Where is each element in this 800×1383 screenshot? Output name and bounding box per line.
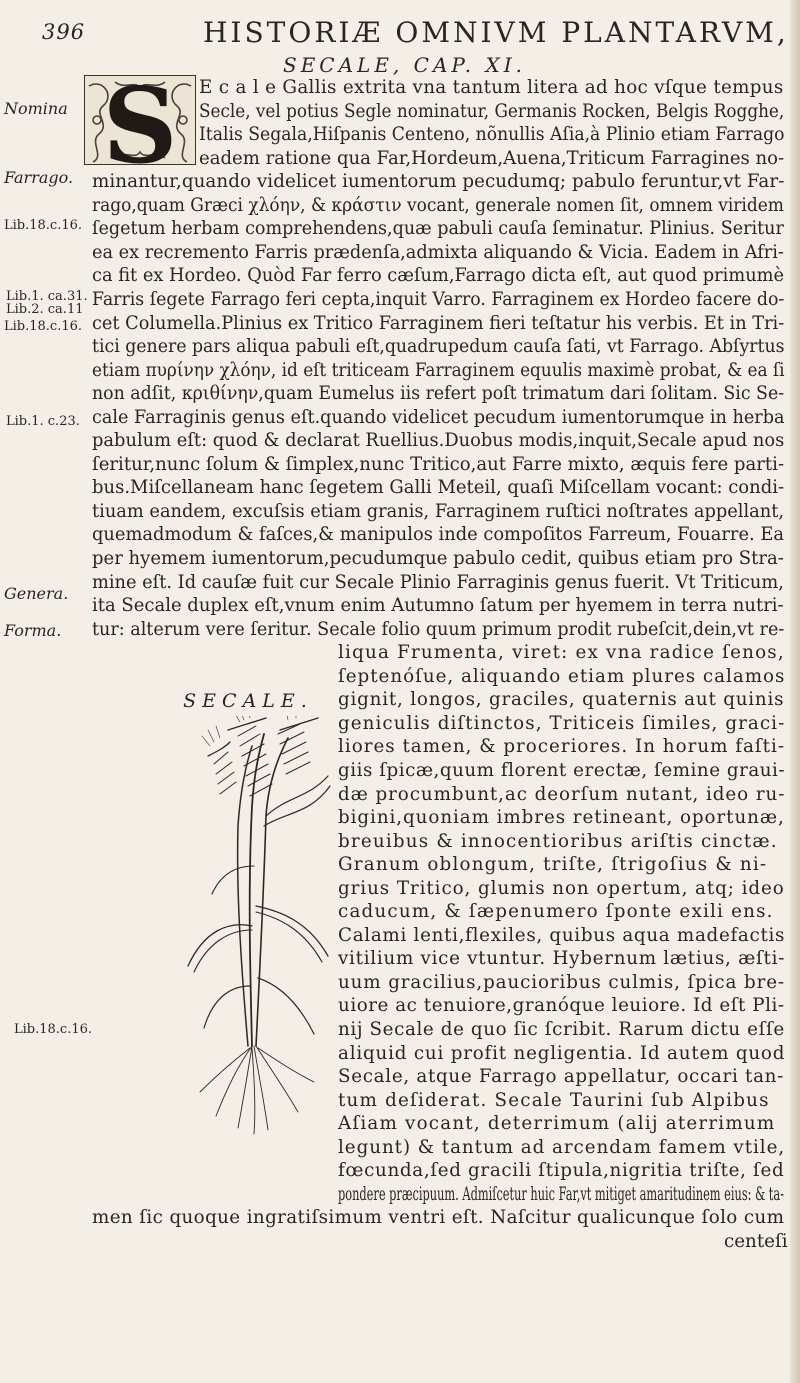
margin-note-ref: Lib.18.c.16. [4, 218, 83, 233]
text-line: bigini,quoniam imbres retineant, oportunæ, [338, 807, 785, 829]
figure-caption: SECALE. [183, 690, 313, 712]
text-line: men ſic quoque ingratiſsimum ventri eſt. Naſcitur qualicunque ſolo cum [92, 1207, 785, 1229]
text-line: rago,quam Græci χλόην, & κράστιν vocant, generale nomen ſit, omnem viridem [92, 194, 784, 216]
text-line: giis ſpicæ,quum florent erectæ, ſemine graui- [338, 759, 786, 781]
text-line: non adſit, κριθίνην,quam Eumelus iis refert poſt trimatum dari ſolitam. Sic Se- [92, 383, 785, 405]
decorative-initial [84, 75, 196, 165]
margin-note-ref: Lib.18.c.16. [14, 1022, 93, 1037]
text-line: etiam πυρίνην χλόην, id eſt triticeam Farraginem equulis maximè probat, & ea ſi [92, 359, 785, 381]
text-line: legunt) & tantum ad arcendam famem vtile, [338, 1136, 786, 1158]
text-line: tum deſiderat. Secale Taurini ſub Alpibus [338, 1089, 770, 1111]
text-line: dæ procumbunt,ac deorſum nutant, ideo ru- [338, 783, 786, 805]
text-line: liores tamen, & proceriores. In horum faſti- [338, 736, 786, 758]
text-line: nij Secale de quo ſic ſcribit. Rarum dictu eſſe [338, 1019, 785, 1040]
text-line: ca fit ex Hordeo. Quòd Far ferro cæſum,Farrago dicta eſt, aut quod primumè [92, 265, 785, 287]
text-line: gignit, longos, graciles, quaternis aut quinis [338, 689, 785, 711]
text-line: Secale, atque Farrago appellatur, occari tan- [338, 1066, 785, 1088]
text-line: Italis Segala,Hiſpanis Centeno, nõnullis Aſia,à Plinio etiam Farrago [199, 124, 785, 146]
text-line: aliquid cui profit negligentia. Id autem quod [338, 1042, 786, 1064]
text-line: ſeritur,nunc ſolum & ſimplex,nunc Tritico,aut Farre mixto, æquis fere parti- [92, 453, 785, 475]
text-line: eadem ratione qua Far,Hordeum,Auena,Triticum Farragines no- [199, 147, 785, 169]
margin-note-ref: Lib.18.c.16. [4, 319, 83, 334]
running-head: HISTORIÆ OMNIVM PLANTARVM, [203, 16, 789, 49]
text-line: Granum oblongum, triſte, ſtrigoſius & ni- [338, 854, 768, 876]
text-line: cet Columella.Plinius ex Tritico Farraginem fieri teſtatur his verbis. Et in Tri- [92, 312, 785, 334]
text-line: Calami lenti,flexiles, quibus aqua madefactis [338, 924, 786, 946]
text-line: uum gracilius,paucioribus culmis, ſpica bre- [338, 971, 785, 993]
text-line: minantur,quando videlicet iumentorum pecudumq; pabulo feruntur,vt Far- [92, 171, 785, 193]
text-line: geniculis diſtinctos, Triticeis ſimiles, graci- [338, 712, 786, 734]
text-line: E c a l e Gallis extrita vna tantum litera ad hoc vſque tempus [199, 77, 784, 98]
dropcap-letter: S [102, 75, 178, 165]
text-line: tiuam eandem, excuſsis etiam granis, Farraginem ruſtici noſtrates appellant, [92, 500, 785, 522]
text-line: mine eſt. Id cauſæ fuit cur Secale Plinio Farraginis genus fuerit. Vt Triticum, [92, 571, 784, 593]
chapter-title: SECALE, CAP. XI. [283, 53, 527, 77]
margin-note-ref: Lib.1. ca.31. [6, 289, 88, 304]
text-line: breuibus & innocentioribus ariſtis cinctæ. [338, 830, 778, 852]
text-line: pabulum eſt: quod & declarat Ruellius.Duobus modis,inquit,Secale apud nos [92, 430, 785, 452]
margin-note-genera: Genera. [4, 584, 69, 603]
text-line: Secle, vel potius Segle nominatur, Germanis Rocken, Belgis Rogghe, [199, 100, 785, 122]
secale-plant-illustration [168, 716, 343, 1136]
margin-note-farrago: Farrago. [4, 168, 74, 187]
text-line: centeſi [724, 1230, 788, 1252]
page-edge [790, 0, 800, 1383]
text-line: quemadmodum & faſces,& manipulos inde compoſitos Farreum, Fouarre. Ea [92, 524, 784, 546]
text-line: per hyemem iumentorum,pecudumque pabulo cedit, quibus etiam pro Stra- [92, 548, 784, 569]
margin-note-ref: Lib.2. ca.11 [6, 302, 84, 317]
margin-note-ref: Lib.1. c.23. [6, 414, 80, 429]
text-line: grius Tritico, glumis non opertum, atq; ideo [338, 877, 785, 899]
text-line: fœcunda,ſed gracili ſtipula,nigritia triſte, ſed [338, 1160, 785, 1182]
text-line: ſeptenóſue, aliquando etiam plures calamos [338, 665, 786, 687]
text-line: tici genere pars aliqua pabuli eſt,quadrupedum cauſa ſati, vt Farrago. Abſyrtus [92, 336, 785, 358]
text-line: vitilium vice vtuntur. Hybernum lætius, æſti- [338, 948, 786, 970]
text-line: caducum, & ſæpenumero ſponte exili ens. [338, 901, 774, 923]
text-line: Farris ſegete Farrago feri cepta,inquit Varro. Farraginem ex Hordeo facere do- [92, 288, 785, 310]
margin-note-nomina: Nomina [4, 99, 68, 118]
text-line: ea ex recremento Farris prædenſa,admixta aliquando & Vicia. Eadem in Afri- [92, 241, 784, 263]
text-line: ſegetum herbam comprehendens,quæ pabuli cauſa ſeminatur. Plinius. Seritur [92, 218, 784, 240]
text-line: ita Secale duplex eſt,vnum enim Autumno ſatum per hyemem in terra nutri- [92, 595, 784, 617]
text-line: tur: alterum vere ſeritur. Secale folio quum primum prodit rubeſcit,dein,vt re- [92, 618, 785, 640]
text-line: pondere præcipuum. Admiſcetur huic Far,vt mitiget amaritudinem eius: & ta- [338, 1183, 784, 1205]
text-line: Aſiam vocant, deterrimum (alij aterrimum [338, 1113, 776, 1135]
margin-note-forma: Forma. [4, 621, 62, 640]
text-line: cale Farraginis genus eſt.quando videlicet pecudum iumentorumque in herba [92, 406, 785, 428]
text-line: bus.Miſcellaneam hanc ſegetem Galli Meteil, quaſi Miſcellam vocant: condi- [92, 477, 785, 499]
text-line: uiore ac tenuiore,granóque leuiore. Id eſt Pli- [338, 995, 785, 1017]
text-line: liqua Frumenta, viret: ex vna radice ſenos, [338, 642, 785, 664]
page-number: 396 [42, 20, 86, 44]
